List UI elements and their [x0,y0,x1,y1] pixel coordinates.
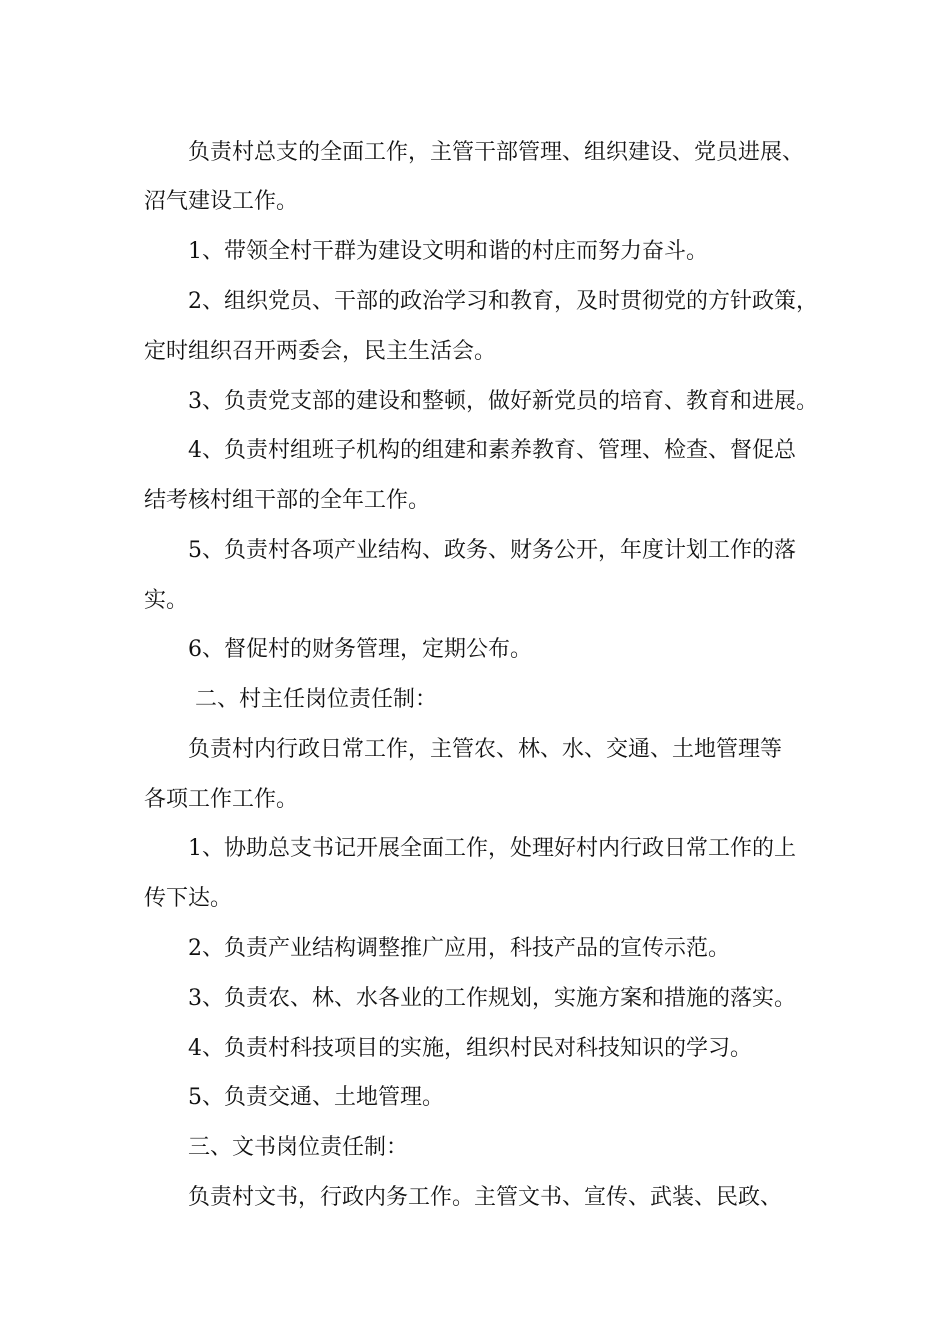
text-line: 3、负责党支部的建设和整顿，做好新党员的培育、教育和进展。 [144,389,818,414]
text-line: 各项工作工作。 [144,787,299,812]
text-line: 结考核村组干部的全年工作。 [144,488,431,513]
text-line: 2、组织党员、干部的政治学习和教育，及时贯彻党的方针政策， [144,289,818,314]
section-heading: 二、村主任岗位责任制： [144,687,437,712]
text-line: 3、负责农、林、水各业的工作规划，实施方案和措施的落实。 [144,986,796,1011]
text-line: 传下达。 [144,886,233,911]
text-line: 2、负责产业结构调整推广应用，科技产品的宣传示范。 [144,936,730,961]
text-line: 4、负责村组班子机构的组建和素养教育、管理、检查、督促总 [144,438,796,463]
text-line: 负责村内行政日常工作，主管农、林、水、交通、土地管理等 [144,737,783,762]
text-line: 5、负责村各项产业结构、政务、财务公开，年度计划工作的落 [144,538,796,563]
text-line: 沼气建设工作。 [144,189,299,214]
text-line: 1、带领全村干群为建设文明和谐的村庄而努力奋斗。 [144,239,708,264]
text-line: 1、协助总支书记开展全面工作，处理好村内行政日常工作的上 [144,836,796,861]
text-line: 实。 [144,588,189,613]
text-line: 定时组织召开两委会，民主生活会。 [144,339,497,364]
text-line: 5、负责交通、土地管理。 [144,1085,444,1110]
text-line: 负责村总支的全面工作，主管干部管理、组织建设、党员进展、 [144,140,805,165]
section-heading: 三、文书岗位责任制： [144,1135,409,1160]
text-line: 6、督促村的财务管理，定期公布。 [144,637,532,662]
text-line: 4、负责村科技项目的实施，组织村民对科技知识的学习。 [144,1036,752,1061]
text-line: 负责村文书，行政内务工作。主管文书、宣传、武装、民政、 [144,1185,783,1210]
